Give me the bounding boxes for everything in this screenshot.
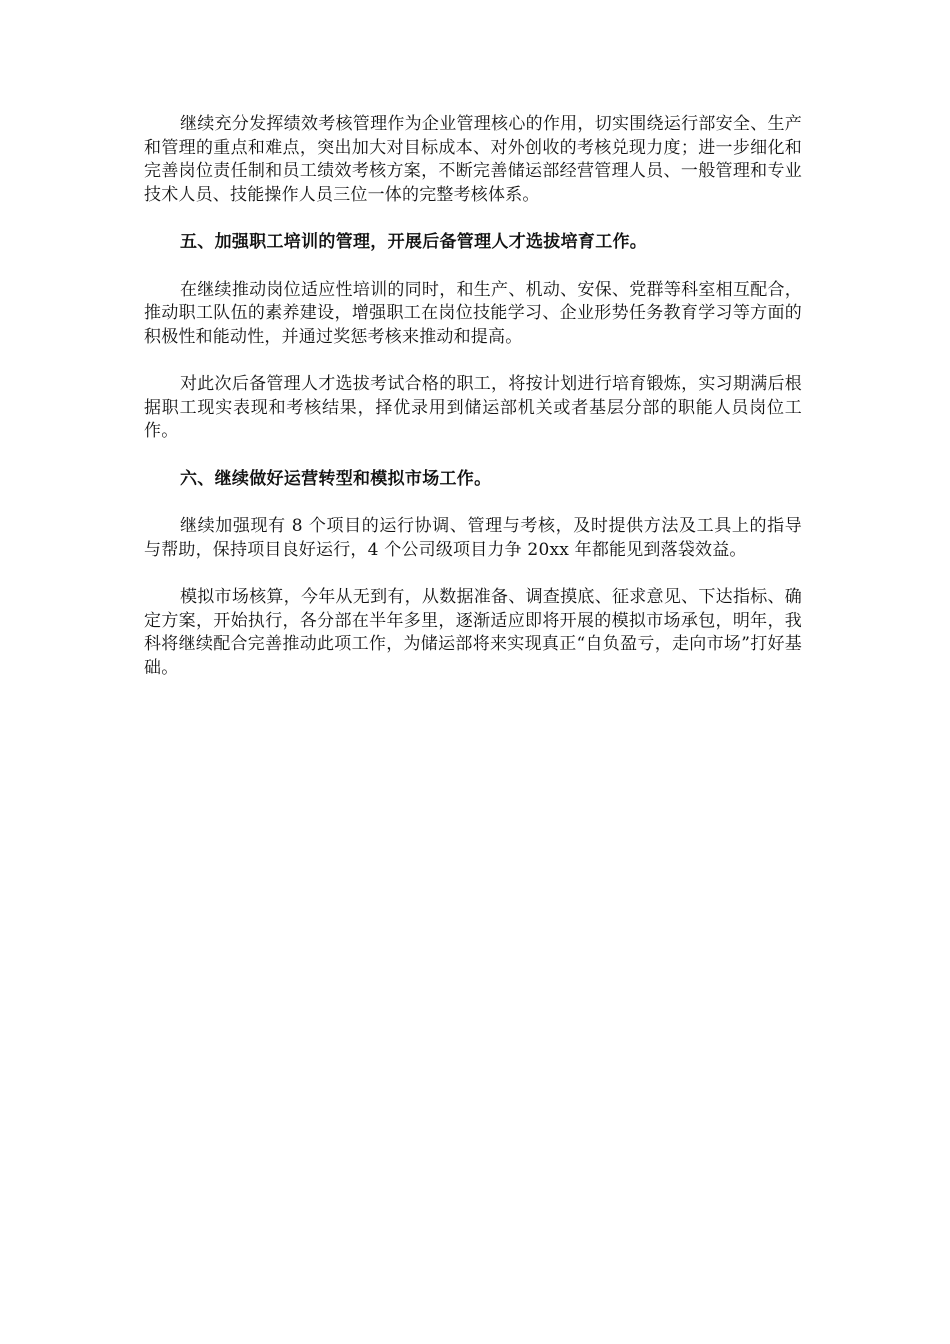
paragraph-projects: 继续加强现有 8 个项目的运行协调、管理与考核，及时提供方法及工具上的指导与帮助，保持项目良好运行，4 个公司级项目力争 20xx 年都能见到落袋效益。 [144, 516, 802, 560]
section-heading-5: 五、加强职工培训的管理，开展后备管理人才选拔培育工作。 [180, 232, 648, 252]
document-body [144, 113, 802, 704]
paragraph-performance-appraisal: 继续充分发挥绩效考核管理作为企业管理核心的作用，切实围绕运行部安全、生产和管理的重点和难点，突出加大对目标成本、对外创收的考核兑现力度；进一步细化和完善岗位责任制和员工绩效考核方案，不断完善储运部经营管理人员、一般管理和专业技术人员、技能操作人员三位一体的完整考核体系。 [144, 114, 802, 205]
section-heading-6: 六、继续做好运营转型和模拟市场工作。 [180, 468, 492, 489]
paragraph-reserve-talent: 对此次后备管理人才选拔考试合格的职工，将按计划进行培育锻炼，实习期满后根据职工现实表现和考核结果，择优录用到储运部机关或者基层分部的职能人员岗位工作。 [144, 374, 802, 441]
paragraph-simulated-market: 模拟市场核算，今年从无到有，从数据准备、调查摸底、征求意见、下达指标、确定方案，开始执行，各分部在半年多里，逐渐适应即将开展的模拟市场承包，明年，我科将继续配合完善推动此项工作，为储运部将来实现真正“自负盈亏，走向市场”打好基础。 [144, 587, 802, 678]
paragraph-training: 在继续推动岗位适应性培训的同时，和生产、机动、安保、党群等科室相互配合，推动职工队伍的素养建设，增强职工在岗位技能学习、企业形势任务教育学习等方面的积极性和能动性，并通过奖惩考核来推动和提高。 [144, 279, 802, 347]
